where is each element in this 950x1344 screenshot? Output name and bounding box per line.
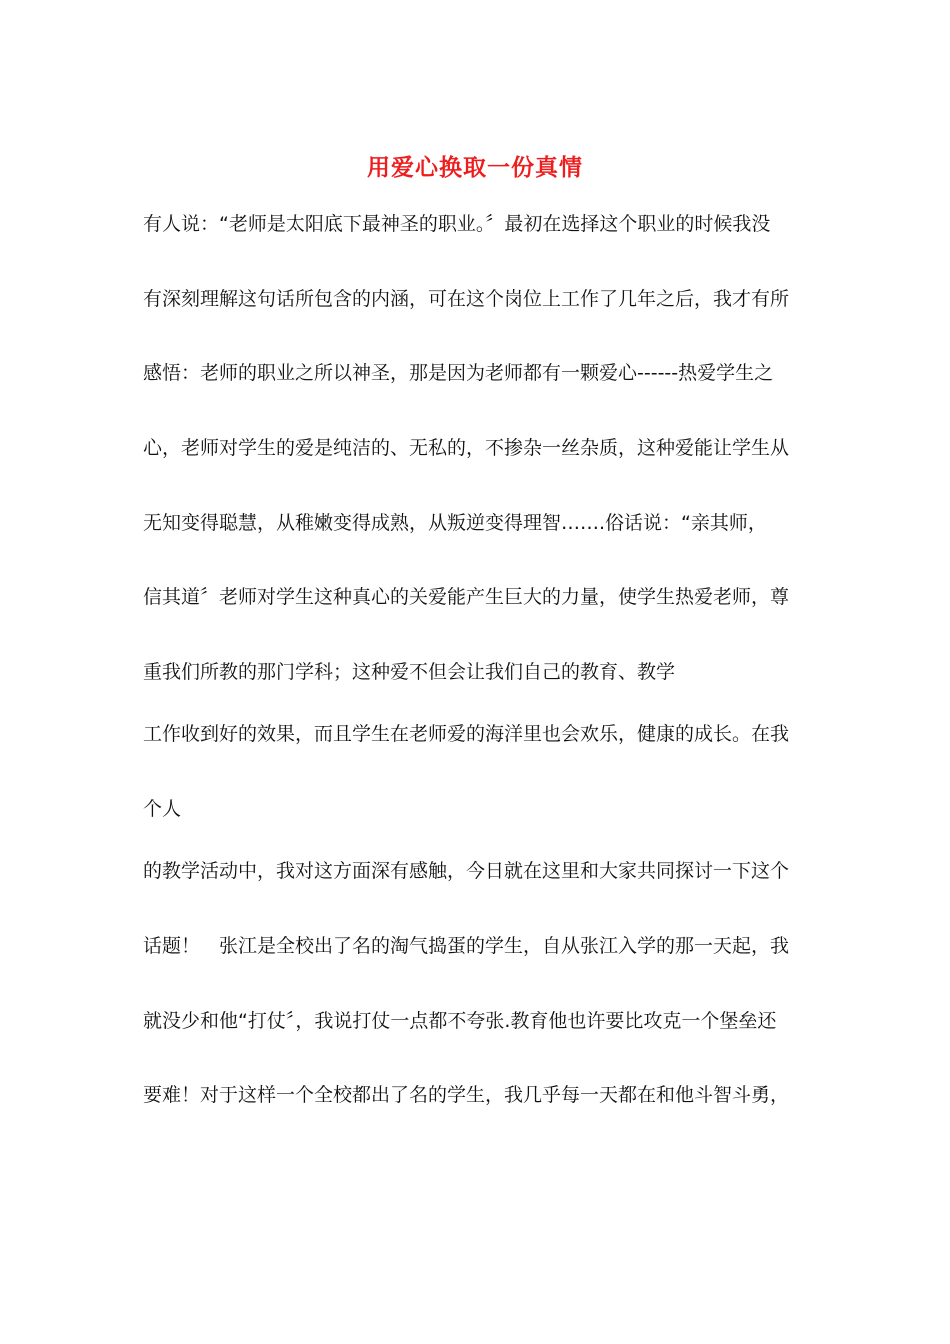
paragraph-line: 话题！ 张江是全校出了名的淘气捣蛋的学生，自从张江入学的那一天起，我 <box>143 935 790 957</box>
document-title: 用爱心换取一份真情 <box>367 154 583 181</box>
paragraph-line: 信其道〞老师对学生这种真心的关爱能产生巨大的力量，使学生热爱老师，尊 <box>143 586 790 608</box>
paragraph-line: 的教学活动中，我对这方面深有感触，今日就在这里和大家共同探讨一下这个 <box>143 860 790 882</box>
paragraph-line: 有深刻理解这句话所包含的内涵，可在这个岗位上工作了几年之后，我才有所 <box>143 288 790 310</box>
paragraph-line: 工作收到好的效果，而且学生在老师爱的海洋里也会欢乐，健康的成长。在我 <box>143 723 790 745</box>
paragraph-line: 个人 <box>143 798 182 820</box>
paragraph-line: 感悟：老师的职业之所以神圣，那是因为老师都有一颗爱心------热爱学生之 <box>143 362 774 384</box>
paragraph-line: 就没少和他“打仗〞，我说打仗一点都不夸张.教育他也许要比攻克一个堡垒还 <box>143 1010 777 1032</box>
paragraph-line: 重我们所教的那门学科；这种爱不但会让我们自己的教育、教学 <box>143 661 676 683</box>
paragraph-line: 无知变得聪慧，从稚嫩变得成熟，从叛逆变得理智…….俗话说：“亲其师， <box>143 512 767 534</box>
paragraph-line: 有人说：“老师是太阳底下最神圣的职业。〞最初在选择这个职业的时候我没 <box>143 213 771 235</box>
paragraph-line: 要难！对于这样一个全校都出了名的学生，我几乎每一天都在和他斗智斗勇， <box>143 1084 790 1106</box>
paragraph-line: 心，老师对学生的爱是纯洁的、无私的，不掺杂一丝杂质，这种爱能让学生从 <box>143 437 790 459</box>
